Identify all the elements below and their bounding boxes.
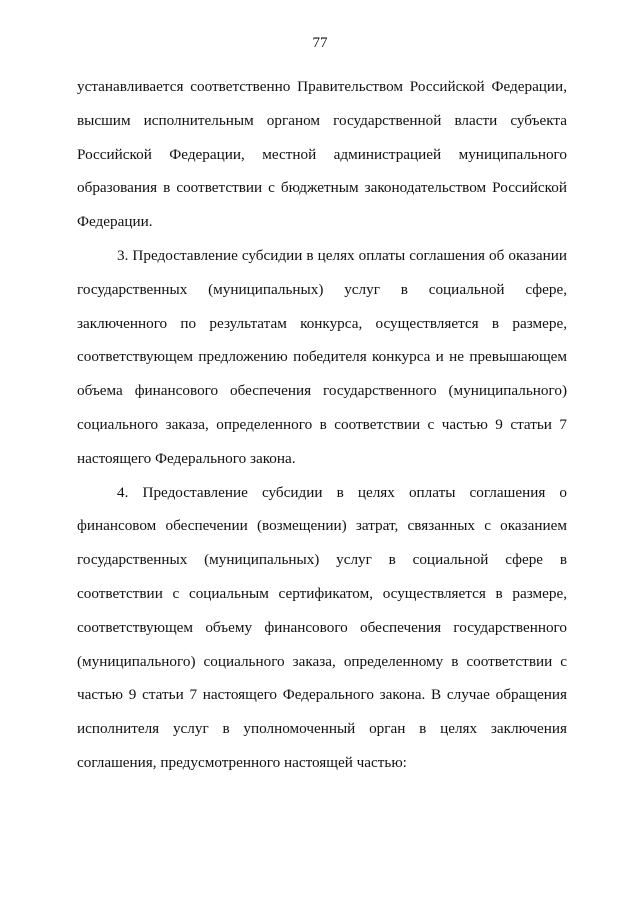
text-line: соответствующем объему финансового обеспечения государственного (77, 618, 567, 636)
text-line: соответствии с социальным сертификатом, осуществляется в размере, (77, 584, 567, 602)
text-line: исполнителя услуг в уполномоченный орган в целях заключения (77, 720, 567, 738)
text-line: высшим исполнительным органом государственной власти субъекта (77, 111, 567, 129)
paragraph-continuation (77, 70, 567, 239)
page-number: 77 (312, 35, 328, 51)
text-line: устанавливается соответственно Правительством Российской Федерации, (77, 78, 567, 95)
document-body (77, 70, 567, 780)
text-line: соответствующем предложению победителя конкурса и не превышающем (77, 348, 567, 366)
text-line: заключенного по результатам конкурса, осуществляется в размере, (77, 314, 567, 332)
paragraph-item-4 (77, 476, 567, 780)
text-line: 4. Предоставление субсидии в целях оплаты соглашения о (117, 483, 567, 501)
text-line: Российской Федерации, местной администрацией муниципального (77, 145, 567, 163)
text-line: частью 9 статьи 7 настоящего Федерального закона. В случае обращения (77, 686, 567, 704)
text-line: 3. Предоставление субсидии в целях оплаты соглашения об оказании (117, 246, 567, 264)
text-line: образования в соответствии с бюджетным законодательством Российской (77, 179, 567, 197)
text-line: (муниципального) социального заказа, определенному в соответствии с (77, 652, 567, 670)
text-line: Федерации. (77, 213, 153, 231)
text-line: государственных (муниципальных) услуг в социальной сфере, (77, 280, 567, 298)
paragraph-item-3 (77, 239, 567, 476)
text-line: объема финансового обеспечения государственного (муниципального) (77, 382, 567, 400)
text-line: социального заказа, определенного в соответствии с частью 9 статьи 7 (77, 415, 567, 433)
text-line: государственных (муниципальных) услуг в социальной сфере в (77, 551, 567, 569)
text-line: финансовом обеспечении (возмещении) затрат, связанных с оказанием (77, 517, 567, 535)
text-line: соглашения, предусмотренного настоящей частью: (77, 753, 407, 771)
text-line: настоящего Федерального закона. (77, 449, 296, 467)
